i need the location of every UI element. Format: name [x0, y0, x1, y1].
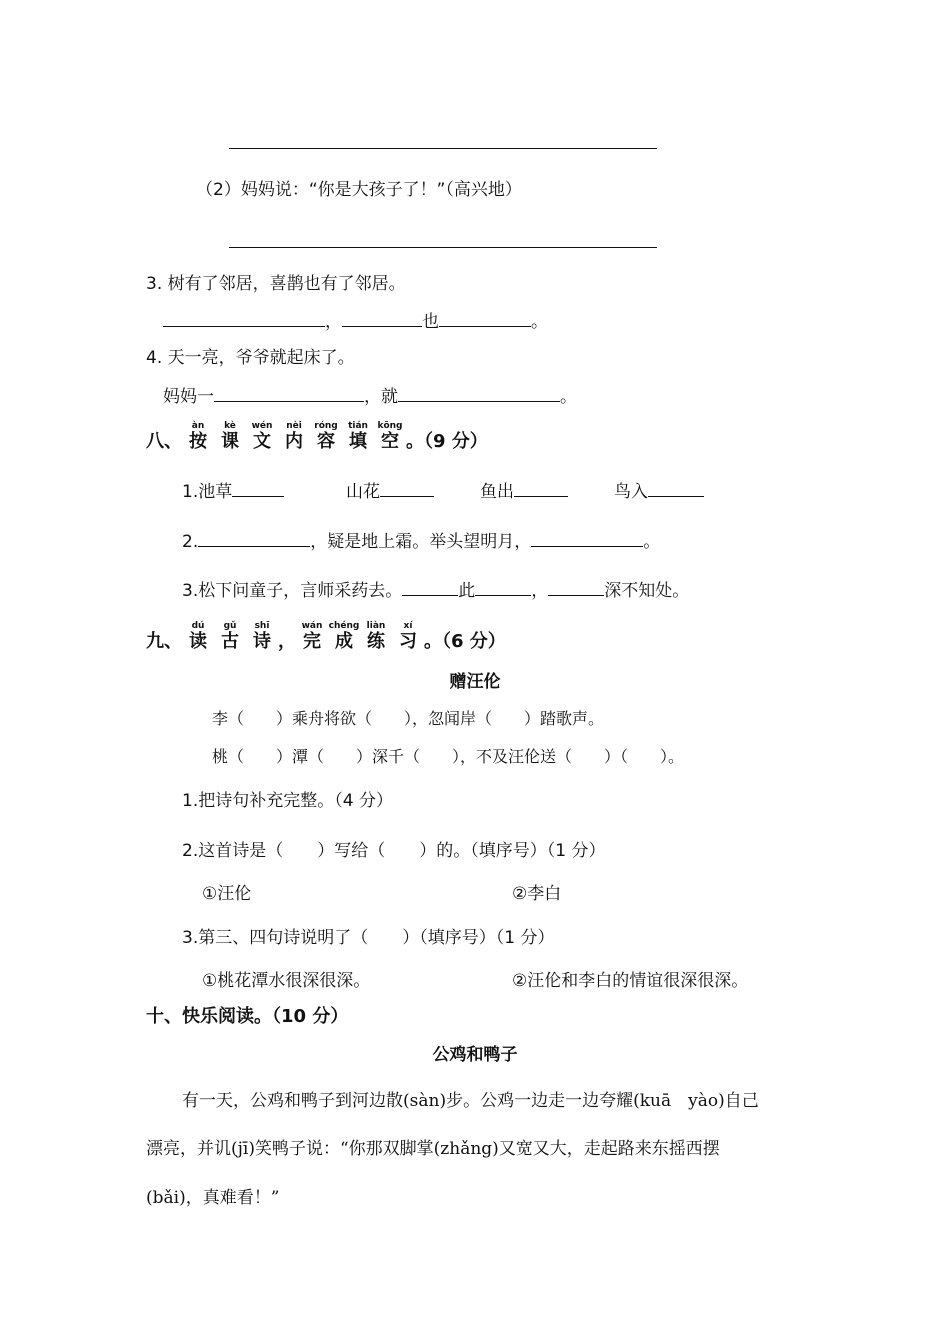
- hanzi: 诗: [253, 631, 271, 652]
- q7-item3-answer: [163, 309, 548, 334]
- answer-blank[interactable]: [402, 578, 458, 596]
- hanzi: 古: [221, 631, 239, 652]
- s8-q1-c: [480, 479, 568, 504]
- poem-title: 赠汪伦: [449, 672, 501, 692]
- section-number: 九、: [146, 631, 182, 652]
- pinyin: gǔ: [223, 621, 237, 631]
- hanzi: 成: [335, 631, 353, 652]
- hanzi: 读: [189, 631, 207, 652]
- ruby-char: [214, 621, 246, 653]
- punct: 。: [531, 312, 548, 332]
- q3-end: 深不知处。: [604, 581, 690, 601]
- q2-middle: ，疑是地上霜。举头望明月，: [310, 532, 532, 552]
- s9-q2-option-2[interactable]: ②李白: [512, 884, 562, 904]
- pinyin: liàn: [366, 621, 386, 631]
- poem-line-1: 李（ ）乘舟将欲（ ），忽闻岸（ ）踏歌声。: [212, 709, 605, 728]
- pinyin: àn: [191, 421, 205, 431]
- pinyin: xí: [403, 621, 413, 631]
- answer-blank[interactable]: [531, 529, 643, 547]
- item4-start: 妈妈一: [163, 387, 214, 407]
- answer-blank[interactable]: [548, 578, 604, 596]
- punct: 。: [643, 532, 661, 552]
- answer-blank[interactable]: [475, 578, 531, 596]
- answer-line[interactable]: [229, 148, 657, 149]
- answer-blank[interactable]: [380, 479, 434, 497]
- s9-q2-option-1[interactable]: ①汪伦: [202, 884, 252, 904]
- ruby-char: [246, 421, 278, 453]
- section-points: 。（6 分）: [424, 631, 506, 652]
- q1-prefix: 1.池草: [182, 482, 233, 502]
- punct: ，: [531, 581, 549, 601]
- answer-blank[interactable]: [439, 309, 531, 327]
- q3-ci: 此: [458, 581, 476, 601]
- story-paragraph-line-3: (bǎi)，真难看！”: [146, 1188, 280, 1208]
- ruby-char: [278, 421, 310, 453]
- pinyin: chéng: [328, 621, 360, 631]
- hanzi: 按: [189, 431, 207, 452]
- answer-blank[interactable]: [163, 309, 325, 327]
- ruby-char: [342, 421, 374, 453]
- q1-prefix: 山花: [346, 482, 380, 502]
- s8-q1-b: [346, 479, 434, 504]
- s9-q3-option-1[interactable]: ①桃花潭水很深很深。: [202, 971, 371, 991]
- q7-item4-prompt: 4. 天一亮，爷爷就起床了。: [146, 348, 355, 368]
- poem-line-2: 桃（ ）潭（ ）深千（ ），不及汪伦送（ ）（ ）。: [212, 747, 685, 766]
- ruby-char: [310, 421, 342, 453]
- answer-blank[interactable]: [214, 384, 364, 402]
- section-10-heading: 十、快乐阅读。（10 分）: [146, 1006, 349, 1027]
- q3-start: 3.松下问童子，言师采药去。: [182, 581, 403, 601]
- hanzi: 容: [317, 431, 335, 452]
- hanzi: 填: [349, 431, 367, 452]
- s8-q2: [182, 529, 660, 554]
- hanzi: 练: [367, 631, 385, 652]
- answer-blank[interactable]: [398, 384, 560, 402]
- hanzi: 完: [303, 631, 321, 652]
- q7-item3-prompt: 3. 树有了邻居，喜鹊也有了邻居。: [146, 274, 406, 294]
- s9-q3: 3.第三、四句诗说明了（ ）（填序号）（1 分）: [182, 928, 555, 948]
- pinyin: wán: [301, 621, 323, 631]
- story-title: 公鸡和鸭子: [432, 1045, 518, 1065]
- answer-blank[interactable]: [648, 479, 704, 497]
- answer-blank[interactable]: [342, 309, 422, 327]
- pinyin: kōng: [377, 421, 403, 431]
- ruby-char: [246, 621, 278, 653]
- hanzi: 文: [253, 431, 271, 452]
- s9-q1: 1.把诗句补充完整。（4 分）: [182, 791, 393, 811]
- hanzi: 习: [399, 631, 417, 652]
- story-paragraph-line-2: 漂亮，并讥(jī)笑鸭子说：“你那双脚掌(zhǎng)又宽又大，走起路来东摇西摆: [146, 1139, 720, 1159]
- s8-q1-d: [614, 479, 704, 504]
- section-8-heading: [146, 421, 488, 453]
- ruby-char: [296, 621, 328, 653]
- item4-jiu: ，就: [364, 387, 398, 407]
- answer-blank[interactable]: [232, 479, 284, 497]
- s9-q2: 2.这首诗是（ ）写给（ ）的。（填序号）（1 分）: [182, 841, 606, 861]
- s8-q1-a: [182, 479, 284, 504]
- pinyin: róng: [314, 421, 338, 431]
- q2-number: 2.: [182, 532, 199, 552]
- q7-item2: （2）妈妈说：“你是大孩子了！”（高兴地）: [196, 180, 522, 200]
- pinyin: shī: [254, 621, 270, 631]
- ruby-char: [392, 621, 424, 653]
- hanzi: 空: [381, 431, 399, 452]
- q1-prefix: 鱼出: [480, 482, 514, 502]
- q7-item4-answer: [163, 384, 577, 409]
- answer-line[interactable]: [229, 247, 657, 248]
- punct: ，: [278, 631, 296, 652]
- section-points: 。（9 分）: [406, 431, 488, 452]
- punct: 。: [560, 387, 577, 407]
- answer-blank[interactable]: [514, 479, 568, 497]
- punct: ，: [325, 312, 342, 332]
- ruby-char: [214, 421, 246, 453]
- section-number: 八、: [146, 431, 182, 452]
- s9-q3-option-2[interactable]: ②汪伦和李白的情谊很深很深。: [512, 971, 749, 991]
- answer-blank[interactable]: [198, 529, 310, 547]
- pinyin: dú: [191, 621, 205, 631]
- hanzi: 内: [285, 431, 303, 452]
- ruby-char: [328, 621, 360, 653]
- pinyin: tián: [348, 421, 368, 431]
- s8-q3: [182, 578, 689, 603]
- ruby-char: [374, 421, 406, 453]
- pinyin: kè: [224, 421, 236, 431]
- section-9-heading: [146, 621, 506, 653]
- ruby-char: [182, 621, 214, 653]
- story-paragraph-line-1: 有一天，公鸡和鸭子到河边散(sàn)步。公鸡一边走一边夸耀(kuā yào)自己: [182, 1091, 759, 1111]
- pinyin: wén: [251, 421, 273, 431]
- ruby-char: [182, 421, 214, 453]
- pinyin: nèi: [286, 421, 302, 431]
- hanzi: 课: [221, 431, 239, 452]
- word-ye: 也: [422, 312, 439, 332]
- ruby-char: [360, 621, 392, 653]
- q1-prefix: 鸟入: [614, 482, 648, 502]
